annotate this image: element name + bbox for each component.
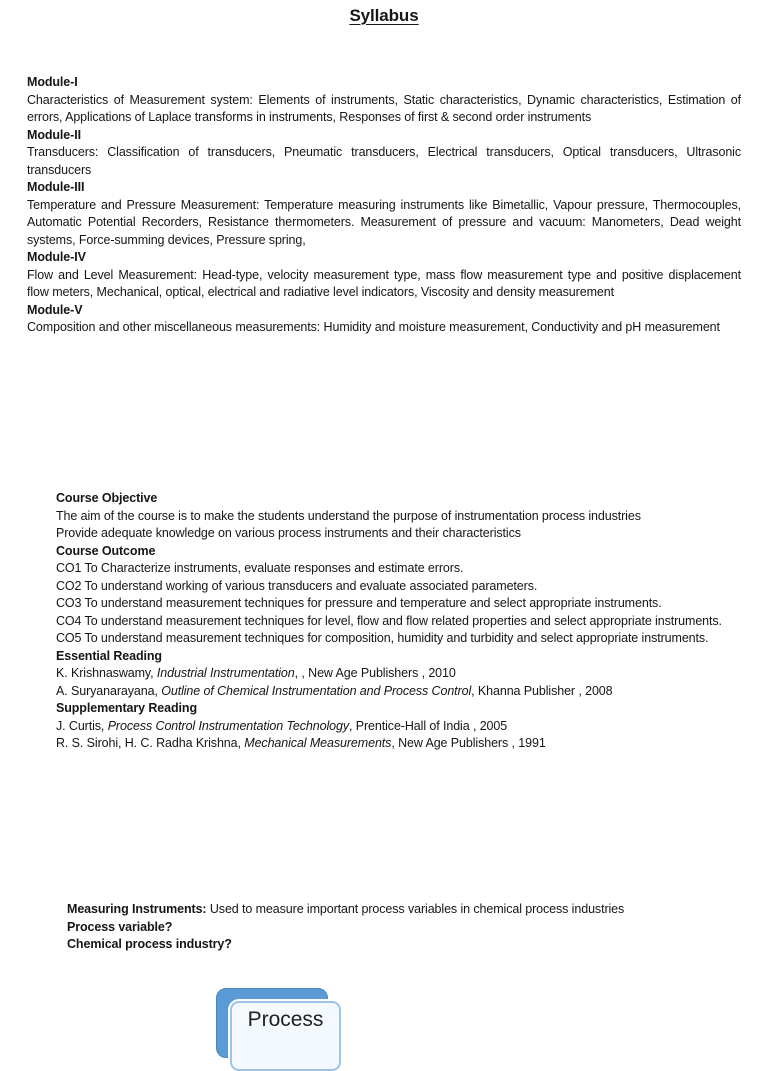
objective-line: The aim of the course is to make the students understand the purpose of instrumentation process industries (56, 508, 641, 523)
module-heading: Module-III (27, 180, 85, 194)
module-heading: Module-II (27, 127, 81, 142)
measuring-instruments-line (67, 901, 727, 919)
reading-authors: R. S. Sirohi, H. C. Radha Krishna, (56, 736, 245, 750)
module-heading: Module-I (27, 75, 78, 89)
module-text: Transducers: Classification of transducers, Pneumatic transducers, Electrical transducers, Optical transducers, Ultrasonic transducers (27, 145, 741, 177)
course-section (56, 490, 728, 753)
process-variable-question: Process variable? (67, 919, 173, 934)
outcome-line: CO1 To Characterize instruments, evaluate responses and estimate errors. (56, 561, 464, 575)
book-title: Industrial Instrumentation (156, 666, 295, 680)
reading-authors: J. Curtis, (56, 718, 108, 733)
course-outcome-heading: Course Outcome (56, 543, 156, 558)
book-title: Process Control Instrumentation Technology (107, 718, 349, 733)
reading-line (56, 683, 728, 701)
reading-line (56, 718, 728, 736)
reading-line (56, 665, 728, 683)
outcome-line: CO2 To understand working of various transducers and evaluate associated parameters. (56, 578, 538, 593)
book-title: Outline of Chemical Instrumentation and Process Control (161, 683, 472, 698)
reading-publisher: , New Age Publishers , 1991 (391, 736, 546, 750)
supplementary-reading-heading: Supplementary Reading (56, 701, 197, 715)
module-heading: Module-IV (27, 250, 86, 264)
chemical-process-question: Chemical process industry? (67, 937, 232, 951)
objective-line: Provide adequate knowledge on various process instruments and their characteristics (56, 526, 521, 540)
module-text: Composition and other miscellaneous measurements: Humidity and moisture measurement, Conductivity and pH measurement (27, 320, 720, 334)
module-text: Flow and Level Measurement: Head-type, velocity measurement type, mass flow measurement type and positive displacement flow meters, Mechanical, optical, electrical and radiative level indicators, Viscosity and density measurement (27, 267, 741, 299)
course-objective-heading: Course Objective (56, 491, 158, 505)
reading-authors: A. Suryanarayana, (56, 683, 162, 698)
process-box (230, 1001, 341, 1071)
essential-reading-heading: Essential Reading (56, 648, 162, 663)
reading-publisher: , , New Age Publishers , 2010 (294, 666, 456, 680)
module-heading: Module-V (27, 302, 83, 317)
module-text: Temperature and Pressure Measurement: Temperature measuring instruments like Bimetallic, Vapour pressure, Thermocouples, Automatic Potential Recorders, Resistance thermometers. Measurement of pressure and vacuum: Manometers, Dead weight systems, Force-summing devices, Pressure spring, (27, 197, 741, 247)
process-box-label: Process (247, 1008, 324, 1031)
outcome-line: CO3 To understand measurement techniques for pressure and temperature and select appropriate instruments. (56, 596, 662, 610)
book-title: Mechanical Measurements (244, 736, 392, 750)
page-title: Syllabus (349, 6, 419, 25)
reading-line (56, 735, 728, 753)
measuring-instruments-label: Measuring Instruments: (67, 902, 207, 916)
modules-section (27, 74, 741, 337)
outcome-line: CO4 To understand measurement techniques for level, flow and flow related properties and select appropriate instruments. (56, 613, 722, 628)
reading-publisher: , Khanna Publisher , 2008 (471, 683, 613, 698)
module-text: Characteristics of Measurement system: Elements of instruments, Static characteristics, Dynamic characteristics, Estimation of errors, Applications of Laplace transforms in instruments, Responses of first & second order instruments (27, 92, 741, 124)
notes-section (67, 901, 727, 954)
reading-authors: K. Krishnaswamy, (56, 666, 157, 680)
reading-publisher: , Prentice-Hall of India , 2005 (349, 718, 508, 733)
outcome-line: CO5 To understand measurement techniques for composition, humidity and turbidity and select appropriate instruments. (56, 631, 709, 645)
measuring-instruments-text: Used to measure important process variables in chemical process industries (206, 902, 625, 916)
